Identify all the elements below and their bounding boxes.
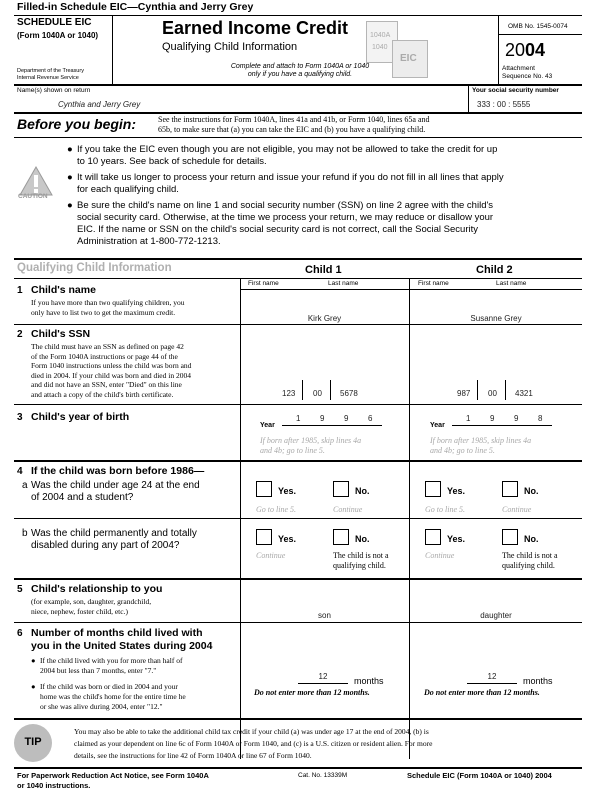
attach-line1: Complete and attach to Form 1040A or 1040 bbox=[230, 63, 370, 70]
bullet-item: ● If you take the EIC even though you are not eligible, you may not be allowed to take the credit for up to 10 years. See back of schedule for details. bbox=[67, 144, 498, 167]
line6-title2: you in the United States during 2004 bbox=[31, 640, 213, 652]
names-value[interactable]: Cynthia and Jerry Grey bbox=[58, 100, 141, 109]
footer-right: Schedule EIC (Form 1040A or 1040) 2004 bbox=[407, 771, 552, 780]
line4b-text1: Was the child permanently and totally bbox=[31, 528, 197, 539]
line1-desc2: only have to list two to get the maximum credit. bbox=[31, 308, 176, 317]
sequence-label: Sequence No. 43 bbox=[502, 73, 553, 80]
line2-title: Child's SSN bbox=[31, 328, 91, 340]
child2-4a-no-label: No. bbox=[524, 486, 539, 496]
child1-relationship[interactable]: son bbox=[318, 611, 331, 620]
tip-text: You may also be able to take the additional child tax credit if your child (a) was under age 17 at the end of 2004, (b) is claimed as your dependent on line 6c of Form 1040A or Form 1040, and (c) is a U.S. citizen or resident alien. For more details, see the instructions for line 42 of Form 1040A or line 67 of Form 1040. bbox=[74, 727, 433, 760]
child2-months-label: months bbox=[523, 676, 553, 686]
child1-year-note2: and 4b; go to line 5. bbox=[260, 446, 325, 455]
child1-4a-no-label: No. bbox=[355, 486, 370, 496]
omb-number: OMB No. 1545-0074 bbox=[508, 23, 568, 30]
child1-4b-yes-label: Yes. bbox=[278, 534, 297, 544]
line5-num: 5 bbox=[17, 584, 23, 595]
bullet-item: ● It will take us longer to process your return and issue your refund if you do not fill in all lines that apply for each qualifying child. bbox=[67, 172, 504, 195]
child1-4a-yes-label: Yes. bbox=[278, 486, 297, 496]
line4b-letter: b bbox=[22, 528, 28, 539]
form-subtitle: Qualifying Child Information bbox=[162, 41, 298, 53]
child1-4b-not-qualifying: The child is not a qualifying child. bbox=[333, 551, 389, 570]
dept-line2: Internal Revenue Service bbox=[17, 75, 79, 81]
footer-cat: Cat. No. 13339M bbox=[298, 772, 348, 779]
line4b-text2: disabled during any part of 2004? bbox=[31, 540, 180, 551]
line5-desc: (for example, son, daughter, grandchild, niece, nephew, foster child, etc.) bbox=[31, 597, 152, 616]
child2-relationship[interactable]: daughter bbox=[480, 611, 512, 620]
child2-4b-not-qualifying: The child is not a qualifying child. bbox=[502, 551, 558, 570]
child1-4a-continue: Continue bbox=[333, 505, 363, 514]
before-text1: See the instructions for Form 1040A, lines 41a and 41b, or Form 1040, lines 65a and bbox=[158, 115, 430, 124]
footer-left1: For Paperwork Reduction Act Notice, see Form 1040A bbox=[17, 771, 209, 780]
child2-header: Child 2 bbox=[476, 264, 513, 276]
filled-in-title: Filled-in Schedule EIC—Cynthia and Jerry Grey bbox=[17, 1, 254, 13]
child1-first-name-label: First name bbox=[248, 280, 279, 287]
child1-4a-yes-checkbox[interactable] bbox=[256, 481, 272, 497]
line6-title1: Number of months child lived with bbox=[31, 627, 203, 639]
child2-4a-yes-label: Yes. bbox=[447, 486, 466, 496]
child2-4a-go-line5: Go to line 5. bbox=[425, 505, 465, 514]
before-heading: Before you begin: bbox=[17, 116, 137, 132]
line2-num: 2 bbox=[17, 329, 23, 340]
line4a-letter: a bbox=[22, 480, 28, 491]
child1-4b-yes-checkbox[interactable] bbox=[256, 529, 272, 545]
child2-4b-no-checkbox[interactable] bbox=[502, 529, 518, 545]
child1-ssn[interactable]: 123 00 5678 bbox=[280, 380, 406, 400]
form-ref: (Form 1040A or 1040) bbox=[17, 31, 99, 40]
child1-4b-no-label: No. bbox=[355, 534, 370, 544]
attachment-label: Attachment bbox=[502, 65, 535, 72]
form-title: Earned Income Credit bbox=[162, 18, 349, 38]
line6-bullet1: ● If the child lived with you for more than half of 2004 but less than 7 months, enter "7." bbox=[31, 656, 183, 675]
line4-num: 4 bbox=[17, 466, 23, 477]
child1-year-of-birth[interactable]: Year 1 9 9 6 bbox=[260, 414, 400, 434]
schedule-label: SCHEDULE EIC bbox=[17, 17, 92, 28]
form-stack-icon: 1040A 1040 EIC bbox=[362, 18, 432, 80]
child1-months-note: Do not enter more than 12 months. bbox=[254, 688, 370, 697]
child2-ssn[interactable]: 987 00 4321 bbox=[455, 380, 581, 400]
bullet-item: ● Be sure the child's name on line 1 and social security number (SSN) on line 2 agree with the child's social security card. Otherwise, at the time we process your return, we may reduce or disallow your EIC. If the name or SSN on the child's social security card is not correct, call the Social Security Administration at 1-800-772-1213. bbox=[67, 200, 494, 247]
child2-4b-yes-label: Yes. bbox=[447, 534, 466, 544]
line6-num: 6 bbox=[17, 628, 23, 639]
child1-year-note1: If born after 1985, skip lines 4a bbox=[260, 436, 362, 445]
line4-title: If the child was born before 1986— bbox=[31, 465, 205, 477]
child1-last-name-label: Last name bbox=[328, 280, 359, 287]
child2-year-note1: If born after 1985, skip lines 4a bbox=[430, 436, 532, 445]
line5-title: Child's relationship to you bbox=[31, 583, 163, 595]
child2-months-note: Do not enter more than 12 months. bbox=[424, 688, 540, 697]
tip-icon: TIP bbox=[14, 724, 52, 762]
ssn-label: Your social security number bbox=[472, 87, 559, 94]
child2-year-of-birth[interactable]: Year 1 9 9 8 bbox=[430, 414, 570, 434]
line4a-text2: of 2004 and a student? bbox=[31, 492, 134, 503]
child1-4a-go-line5: Go to line 5. bbox=[256, 505, 296, 514]
tax-year: 2004 bbox=[505, 40, 546, 60]
child2-4b-no-label: No. bbox=[524, 534, 539, 544]
child2-year-note2: and 4b; go to line 5. bbox=[430, 446, 495, 455]
before-text2: 65b, to make sure that (a) you can take the EIC and (b) you have a qualifying child. bbox=[158, 125, 426, 134]
child1-header: Child 1 bbox=[305, 264, 342, 276]
child2-4a-no-checkbox[interactable] bbox=[502, 481, 518, 497]
child2-months[interactable]: 12 bbox=[487, 672, 497, 681]
attach-line2: only if you have a qualifying child. bbox=[247, 71, 353, 78]
line3-title: Child's year of birth bbox=[31, 411, 130, 423]
child2-4b-continue: Continue bbox=[425, 551, 455, 560]
line3-num: 3 bbox=[17, 412, 23, 423]
child1-months-label: months bbox=[354, 676, 384, 686]
dept-line1: Department of the Treasury bbox=[17, 68, 84, 74]
footer-left2: or 1040 instructions. bbox=[17, 781, 91, 790]
child1-4a-no-checkbox[interactable] bbox=[333, 481, 349, 497]
child2-4a-continue: Continue bbox=[502, 505, 532, 514]
line6-bullet2: ● If the child was born or died in 2004 and your home was the child's home for the entire time he or she was alive during 2004, enter "12." bbox=[31, 682, 186, 711]
before-bullets bbox=[67, 144, 587, 248]
line2-desc: The child must have an SSN as defined on page 42 of the Form 1040A instructions or page 44 of the Form 1040 instructions unless the child was born and died in 2004. If your child was born and died in 2004 and did not have an SSN, enter "Died" on this line and attach a copy of the child's birth certificate. bbox=[31, 342, 192, 399]
child2-first-name-label: First name bbox=[418, 280, 449, 287]
ssn-value[interactable]: 333 : 00 : 5555 bbox=[477, 100, 531, 109]
child1-4b-continue: Continue bbox=[256, 551, 286, 560]
child2-name[interactable]: Susanne Grey bbox=[470, 314, 522, 323]
child1-months[interactable]: 12 bbox=[318, 672, 328, 681]
names-label: Name(s) shown on return bbox=[17, 87, 91, 94]
child2-last-name-label: Last name bbox=[496, 280, 527, 287]
line4a-text1: Was the child under age 24 at the end bbox=[31, 480, 200, 491]
child2-4a-yes-checkbox[interactable] bbox=[425, 481, 441, 497]
line1-num: 1 bbox=[17, 285, 23, 296]
line1-desc1: If you have more than two qualifying children, you bbox=[31, 298, 185, 307]
child2-4b-yes-checkbox[interactable] bbox=[425, 529, 441, 545]
child1-4b-no-checkbox[interactable] bbox=[333, 529, 349, 545]
caution-label: CAUTION bbox=[18, 193, 48, 200]
section-title: Qualifying Child Information bbox=[17, 262, 172, 274]
child1-name[interactable]: Kirk Grey bbox=[307, 314, 342, 323]
line1-title: Child's name bbox=[31, 284, 96, 296]
